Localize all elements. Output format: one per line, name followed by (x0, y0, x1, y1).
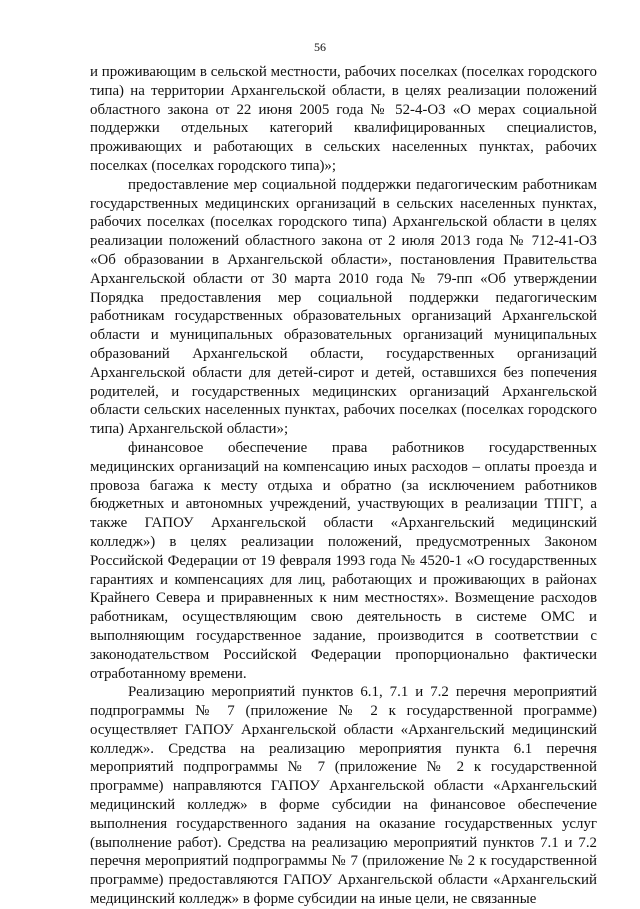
paragraph-pedagogical-support: предоставление мер социальной поддержки педагогическим работникам государственных медицинских организаций в сельских населенных пунктах, рабочих поселках (поселках городского типа) Архангельской области в целях реализации положений областного закона от 2 июля 2013 года № 712-41-ОЗ «Об образовании в Архангельской области», постановления Правительства Архангельской области от 30 марта 2010 года № 79-пп «Об утверждении Порядка предоставления мер социальной поддержки педагогическим работникам государственных образовательных организаций Архангельской области и муниципальных образовательных организаций муниципальных образований Архангельской области, государственных организаций Архангельской области для детей-сирот и детей, оставшихся без попечения родителей, и государственных медицинских организаций Архангельской области сельских населенных пунктах, рабочих поселках (поселках городского типа) Архангельской области»; (90, 176, 597, 438)
paragraph-travel-compensation: финансовое обеспечение права работников государственных медицинских организаций на компенсацию иных расходов – оплаты проезда и провоза багажа к месту отдыха и обратно (за исключением работников бюджетных и автономных учреждений, участвующих в реализации ТПГГ, а также ГАПОУ Архангельской области «Архангельский медицинский колледж») в целях реализации положений, предусмотренных Законом Российской Федерации от 19 февраля 1993 года № 4520-1 «О государственных гарантиях и компенсациях для лиц, работающих и проживающих в районах Крайнего Севера и приравненных к ним местностях». Возмещение расходов работникам, осуществляющим свою деятельность в системе ОМС и выполняющим государственное задание, производится в соответствии с законодательством Российской Федерации пропорционально фактически отработанному времени. (90, 439, 597, 682)
page-number: 56 (314, 40, 326, 54)
document-body (90, 63, 597, 909)
paragraph-continuation: и проживающим в сельской местности, рабочих поселках (поселках городского типа) на территории Архангельской области, в целях реализации положений областного закона от 22 июня 2005 года № 52-4-ОЗ «О мерах социальной поддержки отдельных категорий квалифицированных специалистов, проживающих и работающих в сельских населенных пунктах, рабочих поселках (поселках городского типа)»; (90, 64, 597, 174)
paragraph-implementation: Реализацию мероприятий пунктов 6.1, 7.1 и 7.2 перечня мероприятий подпрограммы № 7 (приложение № 2 к государственной программе) осуществляет ГАПОУ Архангельской области «Архангельский медицинский колледж». Средства на реализацию мероприятия пункта 6.1 перечня мероприятий подпрограммы № 7 (приложение № 2 к государственной программе) направляются ГАПОУ Архангельской области «Архангельский медицинский колледж» в форме субсидии на финансовое обеспечение выполнения государственного задания на оказание государственных услуг (выполнение работ). Средства на реализацию мероприятий пунктов 7.1 и 7.2 перечня мероприятий подпрограммы № 7 (приложение № 2 к государственной программе) предоставляются ГАПОУ Архангельской области «Архангельский медицинский колледж» в форме субсидии на иные цели, не связанные (90, 684, 597, 908)
